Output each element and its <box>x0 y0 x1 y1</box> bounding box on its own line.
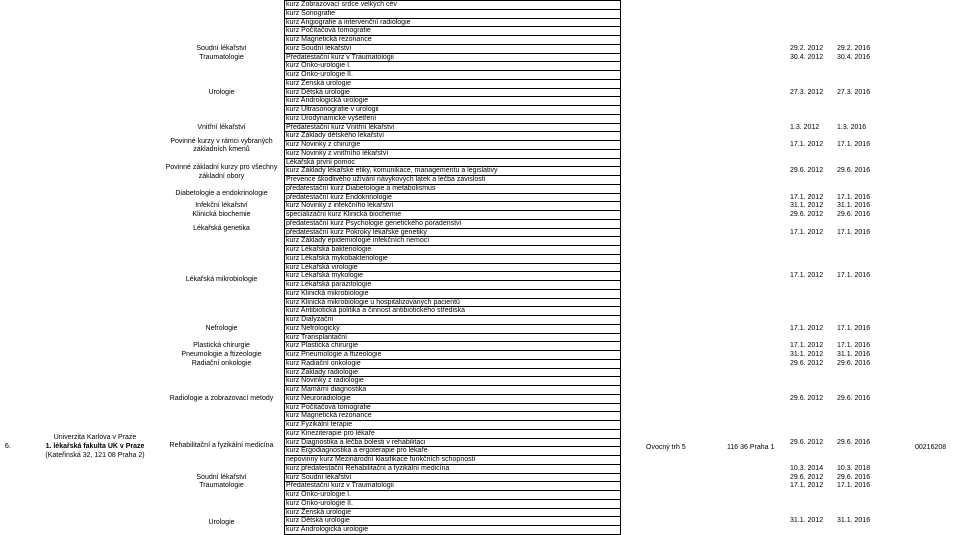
valid-from-cell: 31.1. 2012 <box>790 517 824 524</box>
valid-from-cell: 17.1. 2012 <box>790 325 824 332</box>
course-cell: předatestační kurz Diabetologie a metabolismus <box>286 185 436 192</box>
course-cell: kurz Zobrazovací srdce velkých cév <box>286 1 397 8</box>
valid-to-cell: 17.1. 2016 <box>837 482 871 489</box>
valid-to-cell: 29.6. 2016 <box>837 211 871 218</box>
course-cell: kurz Neuroradiologie <box>286 395 351 402</box>
subject-cell: Radiační onkologie <box>191 360 252 367</box>
subject-group-label: Diabetologie a endokrinologie <box>175 190 268 197</box>
course-cell: kurz Počítačová tomografie <box>286 27 371 34</box>
valid-to-cell: 1.3. 2016 <box>837 124 867 131</box>
course-cell: kurz Sonografie <box>286 10 336 17</box>
course-cell: kurz Onko-urologie I. <box>286 62 351 69</box>
valid-from-cell: 17.1. 2012 <box>790 482 824 489</box>
valid-to-cell: 17.1. 2016 <box>837 325 871 332</box>
course-cell: kurz Urodynamické vyšetření <box>286 115 377 122</box>
course-cell: předatestační kurz Endokrinologie <box>286 194 392 201</box>
course-cell: kurz Fyzikální terapie <box>286 421 353 428</box>
city-address: 116 36 Praha 1 <box>727 444 775 451</box>
course-cell: kurz Soudní lékařství <box>286 45 352 52</box>
course-cell: předatestační kurz Pokroky lékařské genetiky <box>286 229 427 236</box>
valid-from-cell: 27.3. 2012 <box>790 89 824 96</box>
course-cell: kurz Novinky z radiologie <box>286 377 364 384</box>
valid-to-cell: 31.1. 2016 <box>837 351 871 358</box>
subject-group-label: Lékařská mikrobiologie <box>185 276 258 283</box>
course-cell: kurz Základy epidemiologie infekčních nemocí <box>286 237 430 244</box>
subject-group-label: Radiologie a zobrazovací metody <box>169 395 274 402</box>
course-cell: kurz Ženská urologie <box>286 509 351 516</box>
course-cell: kurz Základy lékařské etiky, komunikace, managementu a legislativy <box>286 167 498 174</box>
course-cell: kurz Klinická mikrobiologie <box>286 290 369 297</box>
course-cell: kurz Ultrasonografie v urologii <box>286 106 379 113</box>
subject-cell: Traumatologie <box>199 482 244 489</box>
course-cell: Předatestační kurz v Traumatologii <box>286 54 394 61</box>
course-cell: kurz Lékařská mykologie <box>286 272 364 279</box>
subject-cell: Klinická biochemie <box>192 211 251 218</box>
valid-from-cell: 29.6. 2012 <box>790 360 824 367</box>
valid-to-cell: 17.1. 2016 <box>837 229 871 236</box>
course-cell: kurz Onko-urologie I. <box>286 491 351 498</box>
valid-from-cell: 29.2. 2012 <box>790 45 824 52</box>
subject-group-label: Nefrologie <box>205 325 238 332</box>
course-cell: kurz Andrologická urologie <box>286 97 369 104</box>
valid-from-cell: 29.6. 2012 <box>790 474 824 481</box>
subject-group-label: základní obory <box>198 173 245 180</box>
org-name: Univerzita Karlova v Praze <box>53 434 137 441</box>
course-cell: kurz Onko-urologie II. <box>286 71 353 78</box>
org-address: (Kateřinská 32, 121 08 Praha 2) <box>45 452 145 459</box>
course-cell: kurz Diagnostika a léčba bolesti v rehabilitaci <box>286 439 426 446</box>
valid-from-cell: 17.1. 2012 <box>790 194 824 201</box>
valid-to-cell: 29.2. 2016 <box>837 45 871 52</box>
street-address: Ovocný trh 5 <box>646 444 686 451</box>
valid-to-cell: 17.1. 2016 <box>837 141 871 148</box>
course-cell: kurz Lékařská mykobakteriologie <box>286 255 388 262</box>
company-id: 00216208 <box>915 444 947 451</box>
course-cell: kurz Základy radiologie <box>286 369 358 376</box>
course-cell: Předatestační kurz Vnitřní lékařství <box>286 124 395 131</box>
subject-cell: Plastická chirurgie <box>193 342 250 349</box>
valid-from-cell: 29.6. 2012 <box>790 395 824 402</box>
course-cell: kurz Magnetická rezonance <box>286 36 372 43</box>
valid-to-cell: 30.4. 2016 <box>837 54 871 61</box>
course-cell: kurz Počítačová tomografie <box>286 404 371 411</box>
valid-from-cell: 29.6. 2012 <box>790 167 824 174</box>
valid-from-cell: 10.3. 2014 <box>790 465 824 472</box>
valid-to-cell: 29.6. 2016 <box>837 474 871 481</box>
course-cell: kurz Dialyzační <box>286 316 334 323</box>
course-cell: kurz Ergodiagnostika a ergoterapie pro lékaře <box>286 447 428 454</box>
subject-group-label: Lékařská genetika <box>193 225 250 232</box>
course-cell: kurz Novinky z vnitřního lékařství <box>286 150 389 157</box>
valid-to-cell: 10.3. 2018 <box>837 465 871 472</box>
course-cell: kurz Magnetická rezonance <box>286 412 372 419</box>
course-cell: kurz Antibiotická politika a činnost antibiotického střediska <box>286 307 465 314</box>
course-cell: Lékařská první pomoc <box>286 159 355 166</box>
valid-from-cell: 17.1. 2012 <box>790 342 824 349</box>
valid-from-cell: 29.6. 2012 <box>790 211 824 218</box>
course-cell: kurz Dětská urologie <box>286 517 350 524</box>
subject-cell: Pneumologie a ftizeologie <box>181 351 262 358</box>
course-cell: kurz Plastická chirurgie <box>286 342 358 349</box>
valid-from-cell: 31.1. 2012 <box>790 202 824 209</box>
subject-cell: Urologie <box>208 89 235 96</box>
subject-group-label: Povinné základní kurzy pro všechny <box>165 164 278 171</box>
row-number: 6. <box>5 443 11 450</box>
course-cell: kurz Soudní lékařství <box>286 474 352 481</box>
course-cell: kurz Lékařská parazitologie <box>286 281 372 288</box>
course-cell: kurz Klinická mikrobiologie u hospitalizovaných pacientů <box>286 299 460 306</box>
valid-from-cell: 31.1. 2012 <box>790 351 824 358</box>
subject-cell: Traumatologie <box>199 54 244 61</box>
course-cell: kurz Radiační onkologie <box>286 360 361 367</box>
subject-group-label: Rehabilitační a fyzikální medicína <box>169 442 274 449</box>
valid-to-cell: 29.6. 2016 <box>837 395 871 402</box>
course-cell: kurz Angiografie a intervenční radiologie <box>286 19 411 26</box>
course-cell: kurz předatestační Rehabilitační a fyzikální medicína <box>286 465 450 472</box>
course-cell: kurz Ženská urologie <box>286 80 351 87</box>
course-cell: kurz Mamární diagnostika <box>286 386 367 393</box>
subject-group-label: Povinné kurzy v rámci vybraných <box>170 138 273 145</box>
course-column-right-border <box>620 0 621 534</box>
valid-to-cell: 31.1. 2016 <box>837 517 871 524</box>
course-cell: Předatestační kurz v Traumatologii <box>286 482 394 489</box>
valid-from-cell: 17.1. 2012 <box>790 272 824 279</box>
org-faculty: 1. lékařská fakulta UK v Praze <box>45 443 145 450</box>
valid-from-cell: 29.6. 2012 <box>790 439 824 446</box>
valid-from-cell: 17.1. 2012 <box>790 141 824 148</box>
valid-to-cell: 29.6. 2016 <box>837 167 871 174</box>
course-cell: kurz Lékařská bakteriologie <box>286 246 372 253</box>
valid-to-cell: 29.6. 2016 <box>837 360 871 367</box>
course-cell: kurz Novinky z chirurgie <box>286 141 361 148</box>
course-cell: kurz Onko-urologie II. <box>286 500 353 507</box>
course-cell: kurz Andrologická urologie <box>286 526 369 533</box>
course-cell: kurz Nefrologický <box>286 325 340 332</box>
subject-cell: Soudní lékařství <box>196 474 247 481</box>
course-column-left-border <box>284 0 285 534</box>
valid-from-cell: 17.1. 2012 <box>790 229 824 236</box>
subject-cell: Vnitřní lékařství <box>197 124 246 131</box>
subject-group-label: základních kmenů <box>193 146 250 153</box>
course-cell: kurz Dětská urologie <box>286 89 350 96</box>
course-cell: kurz Základy dětského lékařství <box>286 132 385 139</box>
course-cell: kurz Novinky z infekčního lékařství <box>286 202 394 209</box>
course-cell: specializační kurz Klinická biochemie <box>286 211 402 218</box>
course-cell: kurz Lékařská virologie <box>286 264 358 271</box>
valid-to-cell: 27.3. 2016 <box>837 89 871 96</box>
valid-from-cell: 30.4. 2012 <box>790 54 824 61</box>
subject-cell: Soudní lékařství <box>196 45 247 52</box>
valid-from-cell: 1.3. 2012 <box>790 124 820 131</box>
valid-to-cell: 31.1. 2016 <box>837 202 871 209</box>
valid-to-cell: 17.1. 2016 <box>837 272 871 279</box>
course-cell: nepovinný kurz Mezinárodní klasifikace funkčních schopností <box>286 456 476 463</box>
subject-group-label: Urologie <box>208 519 235 526</box>
course-cell: kurz Transplantační <box>286 334 348 341</box>
valid-to-cell: 17.1. 2016 <box>837 342 871 349</box>
valid-to-cell: 29.6. 2016 <box>837 439 871 446</box>
subject-cell: Infekční lékařství <box>195 202 248 209</box>
course-cell: kurz Kineziterapie pro lékaře <box>286 430 375 437</box>
course-cell: Prevence škodlivého užívání návykových látek a léčba závislostí <box>286 176 486 183</box>
row-divider <box>284 315 621 316</box>
valid-to-cell: 17.1. 2016 <box>837 194 871 201</box>
course-cell: předatestační kurz Psychologie genetického poradenství <box>286 220 462 227</box>
course-cell: kurz Pneumologie a ftizeologie <box>286 351 382 358</box>
